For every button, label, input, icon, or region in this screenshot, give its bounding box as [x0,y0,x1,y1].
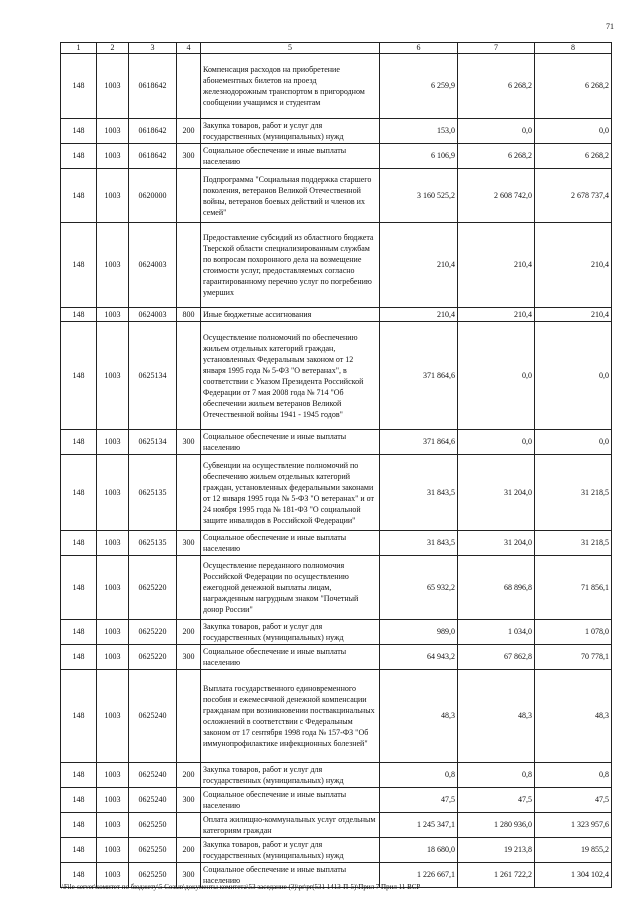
row-code-expense-type: 200 [177,838,201,863]
row-amount-col8: 6 268,2 [535,54,612,119]
table-row [61,223,612,308]
row-code-section: 1003 [97,838,129,863]
column-header: 3 [129,43,177,54]
table-row [61,54,612,119]
row-amount-col8: 2 678 737,4 [535,169,612,223]
row-code-target: 0625134 [129,430,177,455]
row-description: Социальное обеспечение и иные выплаты населению [201,531,380,556]
row-amount-col6: 48,3 [380,670,458,763]
row-code-ministry: 148 [61,144,97,169]
row-description: Закупка товаров, работ и услуг для государственных (муниципальных) нужд [201,119,380,144]
row-code-expense-type [177,813,201,838]
row-amount-col8: 0,0 [535,322,612,430]
table-row [61,620,612,645]
row-amount-col7: 0,8 [458,763,535,788]
row-code-target: 0625240 [129,763,177,788]
row-description: Предоставление субсидий из областного бюджета Тверской области специализированным службам по вопросам похоронного дела на возмещение стоимости услуг, предоставляемых согласно гарантированному перечню услуг по погребению умерших [201,223,380,308]
row-code-ministry: 148 [61,763,97,788]
row-amount-col6: 1 226 667,1 [380,863,458,888]
row-amount-col8: 210,4 [535,308,612,322]
row-code-ministry: 148 [61,556,97,620]
row-code-expense-type [177,455,201,531]
row-amount-col8: 1 304 102,4 [535,863,612,888]
row-code-ministry: 148 [61,430,97,455]
row-description: Закупка товаров, работ и услуг для государственных (муниципальных) нужд [201,838,380,863]
row-code-expense-type: 300 [177,531,201,556]
row-code-ministry: 148 [61,863,97,888]
row-code-section: 1003 [97,308,129,322]
row-code-ministry: 148 [61,308,97,322]
row-code-expense-type [177,223,201,308]
table-row [61,430,612,455]
row-code-section: 1003 [97,54,129,119]
row-description: Осуществление переданного полномочия Российской Федерации по осуществлению ежегодной денежной выплаты лицам, награжденным нагрудным знаком "Почетный донор России" [201,556,380,620]
row-description: Закупка товаров, работ и услуг для государственных (муниципальных) нужд [201,620,380,645]
row-amount-col7: 0,0 [458,430,535,455]
row-code-ministry: 148 [61,838,97,863]
row-description: Субвенции на осуществление полномочий по обеспечению жильем отдельных категорий граждан, установленных федеральными законами от 12 января 1995 года № 5-ФЗ "О ветеранах" и от 24 ноября 1995 года № 181-ФЗ "О социальной защите инвалидов в Российской Федерации" [201,455,380,531]
row-amount-col6: 31 843,5 [380,455,458,531]
table-row [61,556,612,620]
row-code-expense-type: 300 [177,144,201,169]
row-amount-col7: 31 204,0 [458,531,535,556]
table-row [61,813,612,838]
row-code-ministry: 148 [61,531,97,556]
row-code-target: 0625135 [129,455,177,531]
budget-table [60,42,612,888]
row-amount-col7: 0,0 [458,322,535,430]
row-description: Социальное обеспечение и иные выплаты населению [201,430,380,455]
row-code-expense-type [177,169,201,223]
row-code-expense-type [177,322,201,430]
row-code-target: 0618642 [129,54,177,119]
row-amount-col8: 71 856,1 [535,556,612,620]
row-code-expense-type: 200 [177,620,201,645]
row-amount-col8: 1 323 957,6 [535,813,612,838]
row-code-expense-type: 300 [177,863,201,888]
row-amount-col8: 31 218,5 [535,531,612,556]
row-code-ministry: 148 [61,788,97,813]
row-amount-col7: 1 280 936,0 [458,813,535,838]
row-amount-col6: 6 106,9 [380,144,458,169]
row-code-section: 1003 [97,119,129,144]
row-amount-col6: 47,5 [380,788,458,813]
row-description: Социальное обеспечение и иные выплаты населению [201,863,380,888]
row-description: Социальное обеспечение и иные выплаты населению [201,788,380,813]
row-description: Компенсация расходов на приобретение абонементных билетов на проезд железнодорожным транспортом в пригородном сообщении учащимся и студентам [201,54,380,119]
row-code-ministry: 148 [61,119,97,144]
row-code-expense-type: 200 [177,763,201,788]
row-code-section: 1003 [97,223,129,308]
row-code-section: 1003 [97,430,129,455]
row-amount-col6: 18 680,0 [380,838,458,863]
row-amount-col7: 31 204,0 [458,455,535,531]
row-amount-col8: 19 855,2 [535,838,612,863]
row-amount-col7: 6 268,2 [458,54,535,119]
row-code-section: 1003 [97,531,129,556]
row-code-target: 0624003 [129,223,177,308]
row-amount-col7: 19 213,8 [458,838,535,863]
row-amount-col8: 31 218,5 [535,455,612,531]
row-code-section: 1003 [97,763,129,788]
row-amount-col6: 210,4 [380,308,458,322]
row-code-ministry: 148 [61,322,97,430]
row-code-section: 1003 [97,813,129,838]
row-amount-col6: 210,4 [380,223,458,308]
row-code-target: 0618642 [129,144,177,169]
row-code-ministry: 148 [61,169,97,223]
row-amount-col6: 989,0 [380,620,458,645]
row-description: Оплата жилищно-коммунальных услуг отдельным категориям граждан [201,813,380,838]
row-code-target: 0625240 [129,788,177,813]
table-row [61,455,612,531]
row-description: Социальное обеспечение и иные выплаты населению [201,645,380,670]
row-code-section: 1003 [97,670,129,763]
row-amount-col6: 371 864,6 [380,322,458,430]
column-header: 1 [61,43,97,54]
table-header-row [61,43,612,54]
row-amount-col8: 210,4 [535,223,612,308]
file-path-footer: \\File-server\комитет по бюджету\5 Созыв\документы комитета\53 заседание (3)\pr\pr(531 1413-П-5)\Прил 7 Прил 11 ВСР [60,883,421,891]
row-description: Выплата государственного единовременного пособия и ежемесячной денежной компенсации гражданам при возникновении поствакцинальных осложнений в соответствии с Федеральным законом от 17 сентября 1998 года № 157-ФЗ "Об иммунопрофилактике инфекционных болезней" [201,670,380,763]
table-row [61,308,612,322]
column-header: 6 [380,43,458,54]
table-row [61,670,612,763]
column-header: 5 [201,43,380,54]
column-header: 2 [97,43,129,54]
row-code-section: 1003 [97,144,129,169]
table-row [61,531,612,556]
row-code-target: 0625220 [129,620,177,645]
row-code-section: 1003 [97,620,129,645]
row-code-ministry: 148 [61,670,97,763]
row-amount-col6: 1 245 347,1 [380,813,458,838]
row-code-target: 0625240 [129,670,177,763]
row-code-expense-type: 800 [177,308,201,322]
row-code-target: 0618642 [129,119,177,144]
row-code-target: 0625220 [129,645,177,670]
row-amount-col6: 65 932,2 [380,556,458,620]
row-code-section: 1003 [97,169,129,223]
row-code-section: 1003 [97,455,129,531]
row-code-target: 0625250 [129,863,177,888]
row-code-ministry: 148 [61,813,97,838]
row-code-section: 1003 [97,863,129,888]
row-amount-col6: 153,0 [380,119,458,144]
row-amount-col7: 48,3 [458,670,535,763]
row-amount-col7: 210,4 [458,308,535,322]
row-amount-col7: 1 034,0 [458,620,535,645]
row-code-ministry: 148 [61,455,97,531]
row-code-target: 0620000 [129,169,177,223]
row-amount-col6: 64 943,2 [380,645,458,670]
row-code-expense-type: 300 [177,788,201,813]
table-row [61,144,612,169]
row-amount-col6: 31 843,5 [380,531,458,556]
table-row [61,322,612,430]
row-amount-col7: 6 268,2 [458,144,535,169]
row-code-target: 0625250 [129,813,177,838]
row-code-expense-type [177,54,201,119]
row-code-target: 0625250 [129,838,177,863]
row-description: Иные бюджетные ассигнования [201,308,380,322]
row-code-section: 1003 [97,645,129,670]
table-row [61,838,612,863]
row-code-ministry: 148 [61,54,97,119]
row-amount-col6: 371 864,6 [380,430,458,455]
row-code-target: 0625135 [129,531,177,556]
row-code-expense-type [177,556,201,620]
row-amount-col7: 210,4 [458,223,535,308]
row-amount-col6: 3 160 525,2 [380,169,458,223]
row-code-section: 1003 [97,556,129,620]
table-row [61,645,612,670]
row-amount-col7: 2 608 742,0 [458,169,535,223]
row-code-ministry: 148 [61,620,97,645]
row-amount-col8: 47,5 [535,788,612,813]
row-amount-col8: 1 078,0 [535,620,612,645]
row-code-target: 0624003 [129,308,177,322]
row-code-expense-type [177,670,201,763]
table-row [61,119,612,144]
row-amount-col8: 70 778,1 [535,645,612,670]
row-amount-col8: 0,0 [535,119,612,144]
row-amount-col8: 0,8 [535,763,612,788]
row-code-section: 1003 [97,322,129,430]
row-amount-col6: 0,8 [380,763,458,788]
column-header: 7 [458,43,535,54]
row-amount-col7: 0,0 [458,119,535,144]
row-amount-col7: 68 896,8 [458,556,535,620]
row-code-target: 0625134 [129,322,177,430]
row-amount-col8: 6 268,2 [535,144,612,169]
row-code-ministry: 148 [61,223,97,308]
row-description: Социальное обеспечение и иные выплаты населению [201,144,380,169]
row-amount-col7: 67 862,8 [458,645,535,670]
table-row [61,169,612,223]
row-description: Осуществление полномочий по обеспечению жильем отдельных категорий граждан, установленных Федеральным законом от 12 января 1995 года № 5-ФЗ "О ветеранах", в соответствии с Указом Президента Российской Федерации от 7 мая 2008 года № 714 "Об обеспечении жильем ветеранов Великой Отечественной войны 1941 - 1945 годов" [201,322,380,430]
row-code-expense-type: 300 [177,645,201,670]
row-amount-col6: 6 259,9 [380,54,458,119]
row-description: Закупка товаров, работ и услуг для государственных (муниципальных) нужд [201,763,380,788]
row-amount-col7: 1 261 722,2 [458,863,535,888]
column-header: 8 [535,43,612,54]
page-number: 71 [606,22,614,31]
row-code-section: 1003 [97,788,129,813]
row-code-expense-type: 300 [177,430,201,455]
row-code-ministry: 148 [61,645,97,670]
row-amount-col8: 0,0 [535,430,612,455]
row-description: Подпрограмма "Социальная поддержка старшего поколения, ветеранов Великой Отечественной войны, ветеранов боевых действий и членов их семей" [201,169,380,223]
row-amount-col7: 47,5 [458,788,535,813]
table-row [61,788,612,813]
table-row [61,763,612,788]
row-code-target: 0625220 [129,556,177,620]
row-amount-col8: 48,3 [535,670,612,763]
row-code-expense-type: 200 [177,119,201,144]
column-header: 4 [177,43,201,54]
